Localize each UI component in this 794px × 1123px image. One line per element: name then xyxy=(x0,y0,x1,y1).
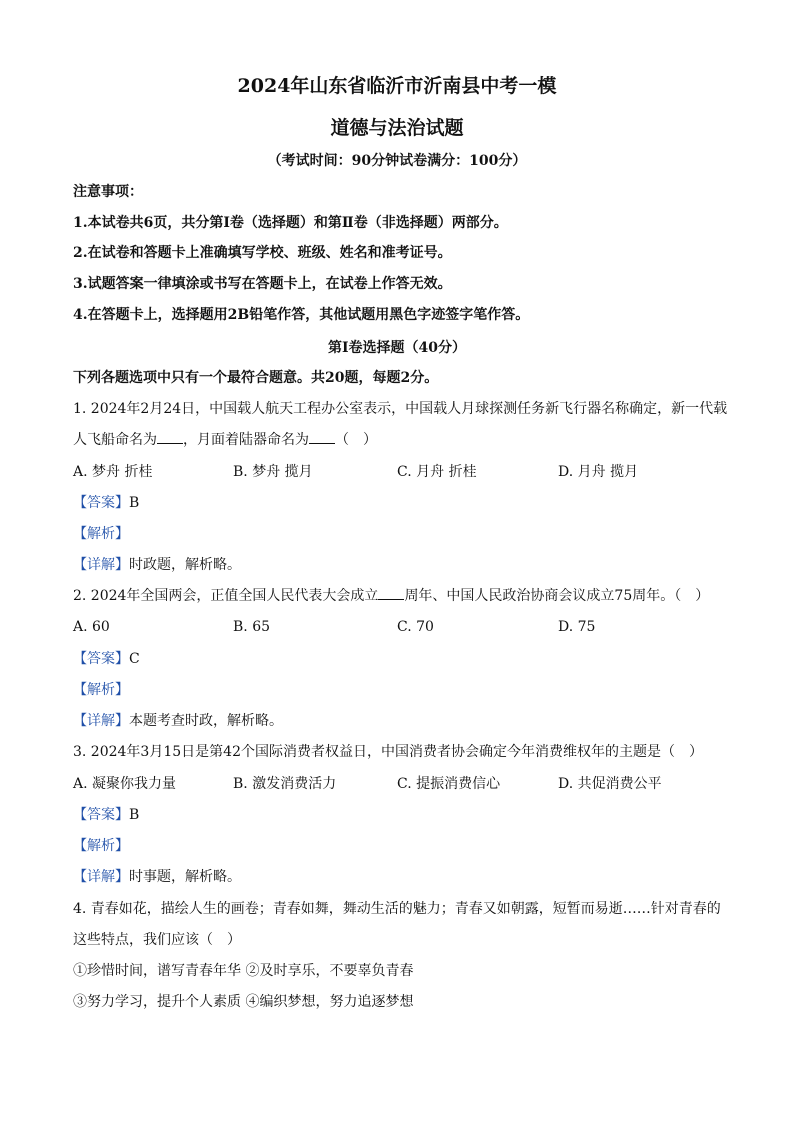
answer-tag: 【答案】 xyxy=(73,651,129,667)
question-2-detail xyxy=(73,712,283,730)
answer-value: B xyxy=(129,807,140,823)
question-4-choices: ①珍惜时间，谱写青春年华 ②及时享乐，不要辜负青春 xyxy=(73,963,414,979)
question-2-analysis-tag: 【解析】 xyxy=(73,682,129,698)
section-instruction: 下列各题选项中只有一个最符合题意。共20题，每题2分。 xyxy=(73,370,439,386)
question-1-option-b: B. 梦舟 揽月 xyxy=(233,464,313,480)
exam-title: 2024年山东省临沂市沂南县中考一模 xyxy=(237,75,557,97)
section-title: 第Ⅰ卷选择题（40分） xyxy=(327,340,467,356)
notice-item: 4.在答题卡上，选择题用2B铅笔作答，其他试题用黑色字迹签字笔作答。 xyxy=(73,307,530,323)
detail-text: 本题考查时政，解析略。 xyxy=(129,713,283,729)
question-3-analysis-tag: 【解析】 xyxy=(73,838,129,854)
question-3-option-d: D. 共促消费公平 xyxy=(558,776,662,792)
notice-heading: 注意事项： xyxy=(73,184,143,200)
question-2-option-d: D. 75 xyxy=(558,619,596,635)
question-1-detail xyxy=(73,556,241,574)
question-4-choices: ③努力学习，提升个人素质 ④编织梦想，努力追逐梦想 xyxy=(73,994,414,1010)
question-1-option-d: D. 月舟 揽月 xyxy=(558,464,639,480)
detail-text: 时政题，解析略。 xyxy=(129,557,241,573)
question-1-answer xyxy=(73,494,139,512)
question-3-detail xyxy=(73,868,241,886)
question-1-stem: 1. 2024年2月24日，中国载人航天工程办公室表示，中国载人月球探测任务新飞行器名称确定，新一代载 xyxy=(73,401,728,417)
exam-info: （考试时间：90分钟试卷满分：100分） xyxy=(267,153,527,169)
question-1-stem-part: （ ） xyxy=(335,432,377,448)
question-3-option-b: B. 激发消费活力 xyxy=(233,776,337,792)
answer-value: C xyxy=(129,651,140,667)
question-2-option-a: A. 60 xyxy=(73,619,110,635)
answer-tag: 【答案】 xyxy=(73,495,129,511)
detail-tag: 【详解】 xyxy=(73,869,129,885)
question-2-stem-part: 2. 2024年全国两会，正值全国人民代表大会成立 xyxy=(73,588,379,604)
detail-tag: 【详解】 xyxy=(73,713,129,729)
question-2-stem-part: 周年、中国人民政治协商会议成立75周年。（ ） xyxy=(404,588,710,604)
question-4-stem: 4. 青春如花，描绘人生的画卷；青春如舞，舞动生活的魅力；青春又如朝露，短暂而易逝……针对青春的 xyxy=(73,901,721,917)
detail-tag: 【详解】 xyxy=(73,557,129,573)
answer-blank xyxy=(378,587,404,600)
detail-text: 时事题，解析略。 xyxy=(129,869,241,885)
question-3-answer xyxy=(73,806,139,824)
question-2-option-c: C. 70 xyxy=(397,619,434,635)
exam-subject: 道德与法治试题 xyxy=(330,117,464,139)
question-2-stem xyxy=(73,587,709,605)
question-4-stem-line2: 这些特点，我们应该（ ） xyxy=(73,932,241,948)
question-3-stem: 3. 2024年3月15日是第42个国际消费者权益日，中国消费者协会确定今年消费维权年的主题是（ ） xyxy=(73,744,703,760)
answer-tag: 【答案】 xyxy=(73,807,129,823)
notice-item: 2.在试卷和答题卡上准确填写学校、班级、姓名和准考证号。 xyxy=(73,245,452,261)
notice-item: 1.本试卷共6页，共分第Ⅰ卷（选择题）和第Ⅱ卷（非选择题）两部分。 xyxy=(73,215,508,231)
answer-value: B xyxy=(129,495,140,511)
question-3-option-c: C. 提振消费信心 xyxy=(397,776,501,792)
question-3-option-a: A. 凝聚你我力量 xyxy=(73,776,177,792)
question-2-option-b: B. 65 xyxy=(233,619,271,635)
answer-blank xyxy=(157,431,183,444)
question-1-stem-part: 人飞船命名为 xyxy=(73,432,157,448)
question-1-option-a: A. 梦舟 折桂 xyxy=(73,464,153,480)
notice-item: 3.试题答案一律填涂或书写在答题卡上，在试卷上作答无效。 xyxy=(73,276,452,292)
question-1-stem-line2 xyxy=(73,431,377,449)
question-1-stem-part: ，月面着陆器命名为 xyxy=(183,432,309,448)
question-2-answer xyxy=(73,650,140,668)
question-1-analysis-tag: 【解析】 xyxy=(73,526,129,542)
question-1-option-c: C. 月舟 折桂 xyxy=(397,464,477,480)
answer-blank xyxy=(309,431,335,444)
